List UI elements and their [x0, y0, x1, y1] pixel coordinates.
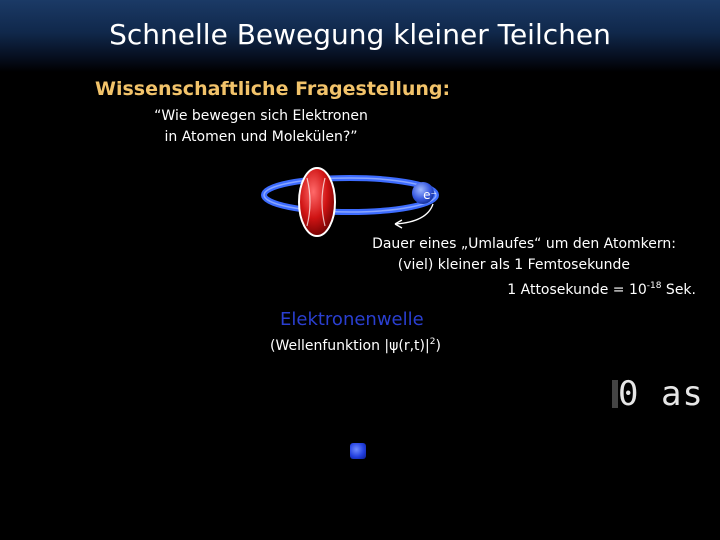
electron-wave-heading: Elektronenwelle	[280, 309, 424, 330]
orbit-ring-inner	[264, 178, 436, 212]
attosecond-prefix: 1 Attosekunde = 10	[507, 282, 647, 298]
nucleus	[299, 168, 335, 236]
research-question	[120, 106, 402, 148]
orbit-period-text	[300, 234, 696, 301]
attosecond-exponent: -18	[646, 281, 662, 291]
wavefunction-prefix: (Wellenfunktion |ψ(r,t)|	[270, 338, 430, 354]
wavefunction-suffix: )	[435, 338, 441, 354]
electron-label: e⁻	[423, 188, 437, 202]
electron-wave-dot	[350, 443, 366, 459]
attosecond-suffix: Sek.	[661, 282, 696, 298]
question-line-2: in Atomen und Molekülen?”	[164, 129, 358, 145]
question-line-1: “Wie bewegen sich Elektronen	[154, 108, 368, 124]
time-counter: 0 as	[618, 374, 704, 414]
period-line-1: Dauer eines „Umlaufes“ um den Atomkern:	[372, 236, 676, 252]
section-heading: Wissenschaftliche Fragestellung:	[95, 78, 451, 100]
slide-title: Schnelle Bewegung kleiner Teilchen	[109, 18, 611, 51]
wavefunction-exponent: 2	[429, 337, 436, 347]
wavefunction-label	[270, 337, 441, 354]
period-line-3	[300, 276, 696, 301]
period-line-2: (viel) kleiner als 1 Femtosekunde	[397, 257, 630, 273]
